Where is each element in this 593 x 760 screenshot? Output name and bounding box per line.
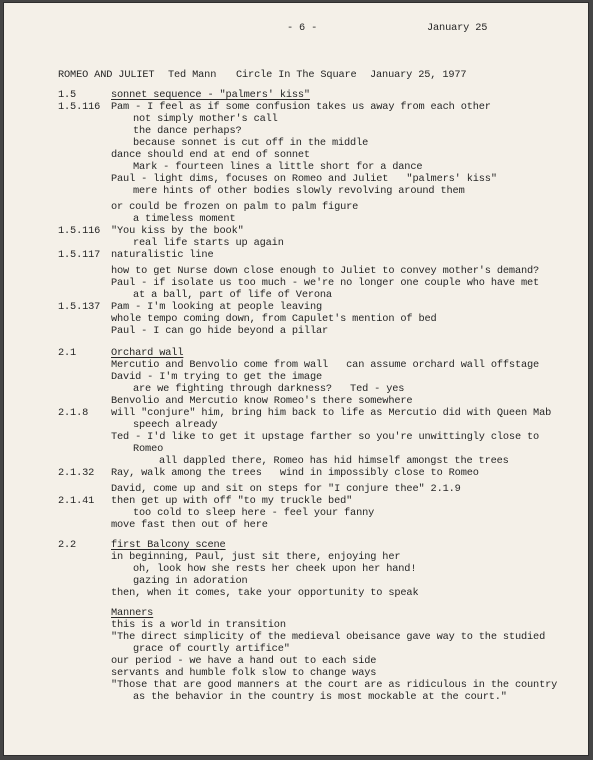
- note-line: at a ball, part of life of Verona: [133, 289, 332, 301]
- line-reference: 1.5.137: [58, 301, 101, 313]
- note-line: grace of courtly artifice": [133, 643, 290, 655]
- note-line: Romeo: [133, 443, 164, 455]
- line-reference: 2.2: [58, 539, 77, 551]
- note-line: too cold to sleep here - feel your fanny: [133, 507, 375, 519]
- line-reference: 1.5.117: [58, 249, 101, 261]
- note-line: not simply mother's call: [133, 113, 278, 125]
- note-line: Paul - light dims, focuses on Romeo and Juliet "palmers' kiss": [111, 173, 497, 185]
- play-title: ROMEO AND JULIET: [58, 69, 155, 81]
- line-reference: 2.1.8: [58, 407, 89, 419]
- note-line: as the behavior in the country is most mockable at the court.": [133, 691, 507, 703]
- line-reference: 2.1: [58, 347, 77, 359]
- note-line: this is a world in transition: [111, 619, 286, 631]
- section-heading: first Balcony scene: [111, 539, 226, 551]
- note-line: Ray, walk among the trees wind in impossibly close to Romeo: [111, 467, 479, 479]
- note-line: or could be frozen on palm to palm figure: [111, 201, 359, 213]
- note-line: Pam - I'm looking at people leaving: [111, 301, 323, 313]
- note-line: mere hints of other bodies slowly revolving around them: [133, 185, 465, 197]
- line-reference: 2.1.41: [58, 495, 95, 507]
- section-heading: Orchard wall: [111, 347, 184, 359]
- note-line: David, come up and sit on steps for "I conjure thee" 2.1.9: [111, 483, 461, 495]
- director-name: Ted Mann: [168, 69, 217, 81]
- section-heading: sonnet sequence - "palmers' kiss": [111, 89, 310, 101]
- note-line: "Those that are good manners at the court are as ridiculous in the country: [111, 679, 558, 691]
- line-reference: 1.5.116: [58, 225, 101, 237]
- theater-name: Circle In The Square: [236, 69, 357, 81]
- note-line: Paul - if isolate us too much - we're no longer one couple who have met: [111, 277, 540, 289]
- note-line: move fast then out of here: [111, 519, 268, 531]
- note-line: a timeless moment: [133, 213, 236, 225]
- note-line: gazing in adoration: [133, 575, 248, 587]
- note-line: speech already: [133, 419, 218, 431]
- note-line: our period - we have a hand out to each side: [111, 655, 377, 667]
- note-line: "You kiss by the book": [111, 225, 244, 237]
- line-reference: 1.5: [58, 89, 77, 101]
- note-line: are we fighting through darkness? Ted - yes: [133, 383, 405, 395]
- line-reference: 1.5.116: [58, 101, 101, 113]
- note-line: then, when it comes, take your opportunity to speak: [111, 587, 419, 599]
- note-line: how to get Nurse down close enough to Juliet to convey mother's demand?: [111, 265, 540, 277]
- note-line: in beginning, Paul, just sit there, enjoying her: [111, 551, 401, 563]
- header-date: January 25: [427, 22, 488, 34]
- note-line: Mercutio and Benvolio come from wall can assume orchard wall offstage: [111, 359, 540, 371]
- note-line: dance should end at end of sonnet: [111, 149, 310, 161]
- note-line: all dappled there, Romeo has hid himself amongst the trees: [159, 455, 509, 467]
- section-heading: Manners: [111, 607, 154, 619]
- line-reference: 2.1.32: [58, 467, 95, 479]
- note-line: will "conjure" him, bring him back to life as Mercutio did with Queen Mab: [111, 407, 552, 419]
- note-line: whole tempo coming down, from Capulet's mention of bed: [111, 313, 437, 325]
- document-page: [4, 3, 588, 755]
- note-line: oh, look how she rests her cheek upon her hand!: [133, 563, 417, 575]
- title-date: January 25, 1977: [370, 69, 467, 81]
- note-line: Benvolio and Mercutio know Romeo's there somewhere: [111, 395, 413, 407]
- note-line: servants and humble folk slow to change ways: [111, 667, 377, 679]
- note-line: David - I'm trying to get the image: [111, 371, 323, 383]
- note-line: naturalistic line: [111, 249, 214, 261]
- note-line: then get up with off "to my truckle bed": [111, 495, 353, 507]
- note-line: real life starts up again: [133, 237, 284, 249]
- note-line: Paul - I can go hide beyond a pillar: [111, 325, 329, 337]
- note-line: Pam - I feel as if some confusion takes us away from each other: [111, 101, 491, 113]
- note-line: the dance perhaps?: [133, 125, 242, 137]
- note-line: because sonnet is cut off in the middle: [133, 137, 369, 149]
- note-line: "The direct simplicity of the medieval obeisance gave way to the studied: [111, 631, 546, 643]
- note-line: Ted - I'd like to get it upstage farther so you're unwittingly close to: [111, 431, 540, 443]
- note-line: Mark - fourteen lines a little short for a dance: [133, 161, 423, 173]
- page-number: - 6 -: [287, 22, 318, 34]
